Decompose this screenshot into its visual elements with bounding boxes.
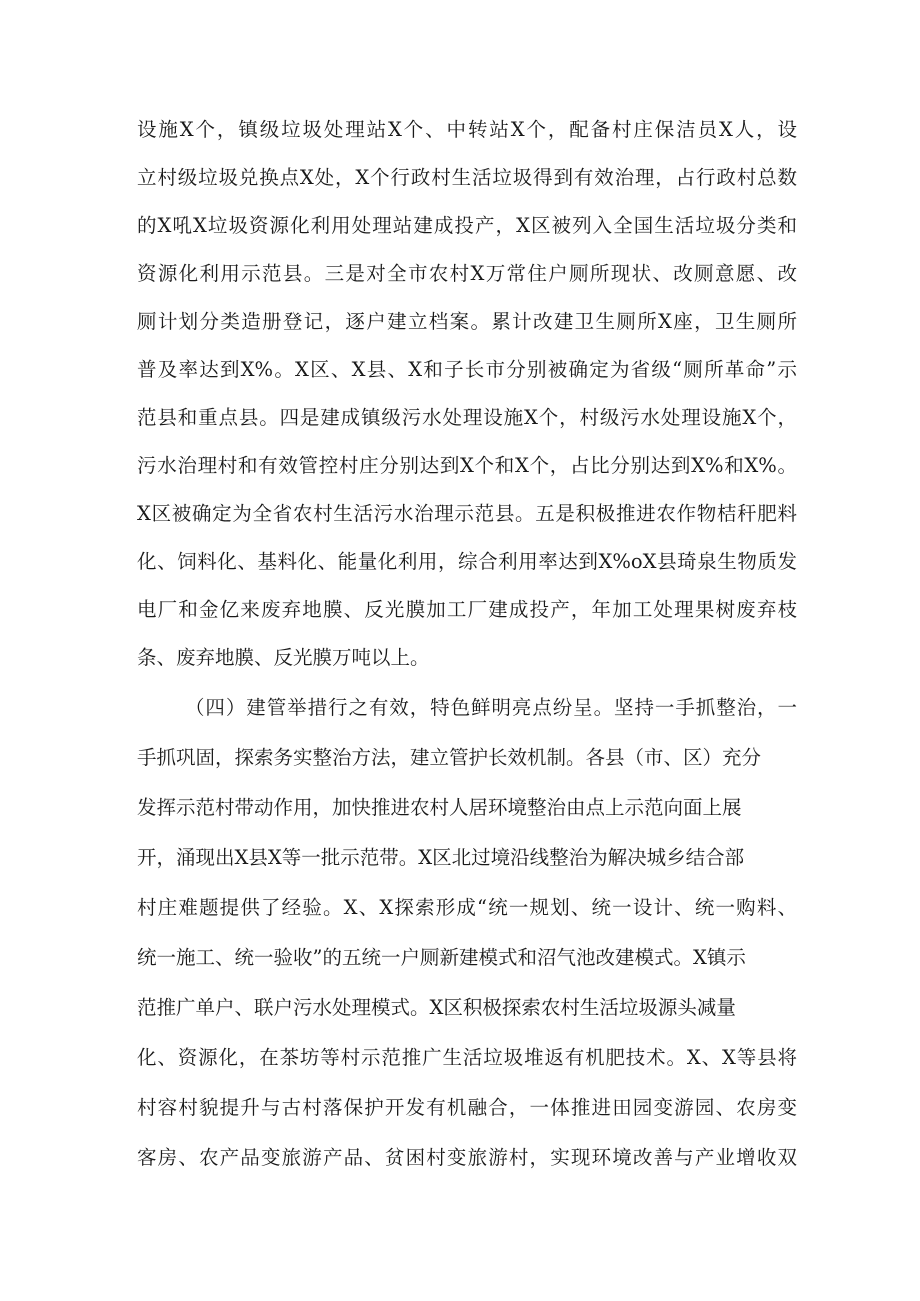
paragraph-1-line-11: 电厂和金亿来废弃地膜、反光膜加工厂建成投产，年加工处理果树废弃枝 xyxy=(137,598,797,621)
paragraph-1-line-3: 的X吼X垃圾资源化利用处理站建成投产，X区被列入全国生活垃圾分类和 xyxy=(137,214,797,237)
paragraph-1-line-7: 范县和重点县。四是建成镇级污水处理设施X个，村级污水处理设施X个， xyxy=(137,406,797,429)
paragraph-1-line-10: 化、饲料化、基料化、能量化利用，综合利用率达到X%oX县琦泉生物质发 xyxy=(137,550,797,573)
paragraph-1-line-9: X区被确定为全省农村生活污水治理示范县。五是积极推进农作物桔秆肥料 xyxy=(137,502,797,525)
paragraph-2-line-1: （四）建管举措行之有效，特色鲜明亮点纷呈。坚持一手抓整治，一 xyxy=(185,696,797,719)
paragraph-2-line-3: 发挥示范村带动作用，加快推进农村人居环境整治由点上示范向面上展 xyxy=(137,796,742,819)
paragraph-1-line-6: 普及率达到X%。X区、X县、X和子长市分别被确定为省级“厕所革命”示 xyxy=(137,358,797,381)
paragraph-2-line-8: 化、资源化，在茶坊等村示范推广生活垃圾堆返有机肥技术。X、X等县将 xyxy=(137,1046,797,1069)
paragraph-2-line-5: 村庄难题提供了经验。X、X探索形成“统一规划、统一设计、统一购料、 xyxy=(137,896,797,919)
paragraph-1-line-4: 资源化利用示范县。三是对全市农村X万常住户厕所现状、改厕意愿、改 xyxy=(137,262,797,285)
paragraph-1-line-1: 设施X个，镇级垃圾处理站X个、中转站X个，配备村庄保洁员X人，设 xyxy=(137,118,797,141)
paragraph-1-line-12: 条、废弃地膜、反光膜万吨以上。 xyxy=(137,646,430,669)
paragraph-2-line-7: 范推广单户、联户污水处理模式。X区积极探索农村生活垃圾源头减量 xyxy=(137,996,736,1019)
paragraph-2-line-10: 客房、农产品变旅游产品、贫困村变旅游村，实现环境改善与产业增收双 xyxy=(137,1146,797,1169)
paragraph-1-line-8: 污水治理村和有效管控村庄分别达到X个和X个，占比分别达到X%和X%。 xyxy=(137,454,797,477)
paragraph-1-line-2: 立村级垃圾兑换点X处，X个行政村生活垃圾得到有效治理，占行政村总数 xyxy=(137,166,797,189)
paragraph-1-line-5: 厕计划分类造册登记，逐户建立档案。累计改建卫生厕所X座，卫生厕所 xyxy=(137,310,797,333)
paragraph-2-line-4: 开，涌现出X县X等一批示范带。X区北过境沿线整治为解决城乡结合部 xyxy=(137,846,745,869)
paragraph-2-line-9: 村容村貌提升与古村落保护开发有机融合，一体推进田园变游园、农房变 xyxy=(137,1096,797,1119)
paragraph-2-line-2: 手抓巩固，探索务实整治方法，建立管护长效机制。各县（市、区）充分 xyxy=(137,746,762,769)
paragraph-2-line-6: 统一施工、统一验收”的五统一户厕新建模式和沼气池改建模式。X镇示 xyxy=(137,946,746,969)
